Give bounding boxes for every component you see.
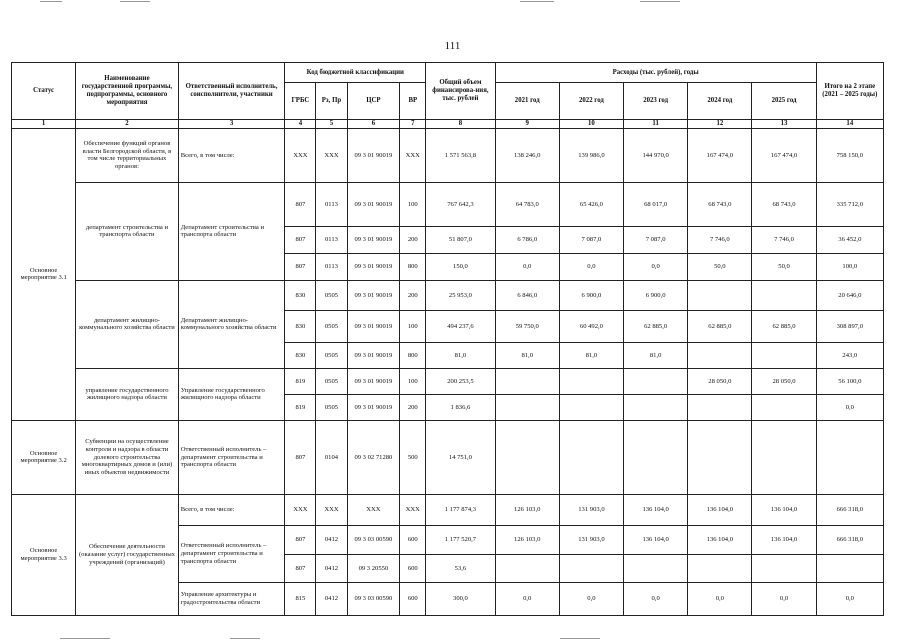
- grbs-cell: 807: [285, 182, 316, 226]
- rzpr-cell: 0505: [316, 310, 347, 342]
- column-number: 12: [688, 120, 752, 129]
- column-number: 10: [559, 120, 623, 129]
- itogo-cell: 0,0: [816, 394, 883, 420]
- year-2022-cell: 0,0: [559, 582, 623, 615]
- rzpr-cell: 0113: [316, 253, 347, 280]
- rzpr-cell: 0505: [316, 342, 347, 368]
- csr-cell: 09 3 02 71280: [347, 420, 400, 494]
- column-number: 11: [624, 120, 688, 129]
- grbs-cell: 830: [285, 342, 316, 368]
- year-2022-cell: 131 903,0: [559, 494, 623, 525]
- page-number: 111: [444, 40, 461, 52]
- year-2021-cell: [495, 394, 559, 420]
- grbs-cell: 807: [285, 420, 316, 494]
- header-name: Наименование государственной программы, подпрограммы, основного мероприятия: [76, 63, 179, 120]
- vr-cell: 100: [400, 182, 426, 226]
- status-cell: Основное мероприятие 3.1: [12, 128, 76, 420]
- csr-cell: 09 3 01 90019: [347, 310, 400, 342]
- year-2024-cell: 7 746,0: [688, 226, 752, 253]
- vr-cell: 200: [400, 394, 426, 420]
- vr-cell: 200: [400, 226, 426, 253]
- year-2022-cell: [559, 394, 623, 420]
- itogo-cell: 56 100,0: [816, 368, 883, 394]
- year-2025-cell: [752, 420, 816, 494]
- year-2023-cell: 136 104,0: [624, 525, 688, 554]
- scan-edge-mark: [230, 638, 260, 639]
- year-2024-cell: [688, 394, 752, 420]
- year-2023-cell: 144 970,0: [624, 128, 688, 182]
- csr-cell: 09 3 01 90019: [347, 280, 400, 310]
- scan-edge-mark: [520, 1, 554, 2]
- year-2021-cell: 0,0: [495, 253, 559, 280]
- grbs-cell: 830: [285, 310, 316, 342]
- name-cell: департамент строительства и транспорта области: [76, 182, 179, 280]
- year-2025-cell: 68 743,0: [752, 182, 816, 226]
- vr-cell: 600: [400, 525, 426, 554]
- csr-cell: 09 3 01 90019: [347, 128, 400, 182]
- grbs-cell: 807: [285, 525, 316, 554]
- header-year-2022: 2022 год: [559, 83, 623, 120]
- itogo-cell: [816, 420, 883, 494]
- vr-cell: 200: [400, 280, 426, 310]
- vr-cell: 100: [400, 368, 426, 394]
- column-number: 13: [752, 120, 816, 129]
- responsible-cell: Департамент жилищно-коммунального хозяйства области: [178, 280, 285, 368]
- vr-cell: 800: [400, 342, 426, 368]
- year-2021-cell: 64 783,0: [495, 182, 559, 226]
- csr-cell: XXX: [347, 494, 400, 525]
- rzpr-cell: 0505: [316, 394, 347, 420]
- header-csr: ЦСР: [347, 83, 400, 120]
- total-cell: 1 177 520,7: [426, 525, 495, 554]
- grbs-cell: XXX: [285, 128, 316, 182]
- year-2024-cell: 0,0: [688, 582, 752, 615]
- year-2025-cell: 167 474,0: [752, 128, 816, 182]
- year-2023-cell: 0,0: [624, 253, 688, 280]
- total-cell: 1 836,6: [426, 394, 495, 420]
- table-row: [12, 280, 884, 310]
- csr-cell: 09 3 01 90019: [347, 182, 400, 226]
- vr-cell: 800: [400, 253, 426, 280]
- total-cell: 150,0: [426, 253, 495, 280]
- year-2024-cell: 62 885,0: [688, 310, 752, 342]
- csr-cell: 09 3 01 90019: [347, 253, 400, 280]
- column-number: 1: [12, 120, 76, 129]
- year-2021-cell: 126 103,0: [495, 494, 559, 525]
- year-2022-cell: [559, 554, 623, 582]
- responsible-cell: Департамент строительства и транспорта области: [178, 182, 285, 280]
- itogo-cell: 666 318,0: [816, 525, 883, 554]
- responsible-cell: Управление государственного жилищного надзора области: [178, 368, 285, 420]
- total-cell: 1 571 563,8: [426, 128, 495, 182]
- scan-edge-mark: [120, 1, 150, 2]
- year-2022-cell: 65 426,0: [559, 182, 623, 226]
- year-2025-cell: 50,0: [752, 253, 816, 280]
- grbs-cell: 807: [285, 554, 316, 582]
- itogo-cell: [816, 554, 883, 582]
- itogo-cell: 308 897,0: [816, 310, 883, 342]
- year-2024-cell: 28 050,0: [688, 368, 752, 394]
- column-number: 3: [178, 120, 285, 129]
- total-cell: 51 807,0: [426, 226, 495, 253]
- total-cell: 1 177 874,3: [426, 494, 495, 525]
- year-2025-cell: 7 746,0: [752, 226, 816, 253]
- total-cell: 14 751,0: [426, 420, 495, 494]
- rzpr-cell: 0113: [316, 182, 347, 226]
- year-2022-cell: 0,0: [559, 253, 623, 280]
- column-number: 7: [400, 120, 426, 129]
- name-cell: Субвенции на осуществление контроля и надзора в области долевого строительства многоквартирных домов и (или) иных объектов недвижимости: [76, 420, 179, 494]
- csr-cell: 09 3 01 90019: [347, 342, 400, 368]
- year-2025-cell: [752, 342, 816, 368]
- status-cell: Основное мероприятие 3.3: [12, 494, 76, 615]
- total-cell: 767 642,3: [426, 182, 495, 226]
- itogo-cell: 335 712,0: [816, 182, 883, 226]
- year-2022-cell: 6 900,0: [559, 280, 623, 310]
- scan-edge-mark: [560, 638, 600, 639]
- total-cell: 300,0: [426, 582, 495, 615]
- status-cell: Основное мероприятие 3.2: [12, 420, 76, 494]
- name-cell: департамент жилищно-коммунального хозяйства области: [76, 280, 179, 368]
- vr-cell: XXX: [400, 128, 426, 182]
- year-2025-cell: 136 104,0: [752, 494, 816, 525]
- year-2021-cell: 138 246,0: [495, 128, 559, 182]
- year-2022-cell: 81,0: [559, 342, 623, 368]
- itogo-cell: 36 452,0: [816, 226, 883, 253]
- scan-edge-mark: [60, 638, 110, 639]
- scan-edge-mark: [40, 1, 62, 2]
- rzpr-cell: 0104: [316, 420, 347, 494]
- header-grbs: ГРБС: [285, 83, 316, 120]
- header-kbk: Код бюджетной классификации: [285, 63, 426, 83]
- year-2025-cell: [752, 554, 816, 582]
- itogo-cell: 758 150,0: [816, 128, 883, 182]
- year-2025-cell: 62 885,0: [752, 310, 816, 342]
- total-cell: 81,0: [426, 342, 495, 368]
- csr-cell: 09 3 03 00590: [347, 582, 400, 615]
- grbs-cell: XXX: [285, 494, 316, 525]
- column-number: 9: [495, 120, 559, 129]
- responsible-cell: Ответственный исполнитель – департамент строительства и транспорта области: [178, 420, 285, 494]
- total-cell: 200 253,5: [426, 368, 495, 394]
- year-2021-cell: 126 103,0: [495, 525, 559, 554]
- column-number: 4: [285, 120, 316, 129]
- vr-cell: 100: [400, 310, 426, 342]
- year-2022-cell: 60 492,0: [559, 310, 623, 342]
- year-2021-cell: 59 750,0: [495, 310, 559, 342]
- header-rzpr: Рз, Пр: [316, 83, 347, 120]
- header-year-2024: 2024 год: [688, 83, 752, 120]
- responsible-cell: Всего, в том числе:: [178, 128, 285, 182]
- itogo-cell: 100,0: [816, 253, 883, 280]
- year-2025-cell: [752, 280, 816, 310]
- year-2024-cell: 68 743,0: [688, 182, 752, 226]
- csr-cell: 09 3 01 90019: [347, 368, 400, 394]
- year-2023-cell: 0,0: [624, 582, 688, 615]
- responsible-cell: Управление архитектуры и градостроительства области: [178, 582, 285, 615]
- year-2023-cell: 7 087,0: [624, 226, 688, 253]
- name-cell: управление государственного жилищного надзора области: [76, 368, 179, 420]
- name-cell: Обеспечение функций органов власти Белгородской области, в том числе территориальных органов:: [76, 128, 179, 182]
- year-2021-cell: [495, 368, 559, 394]
- budget-table: [11, 62, 884, 616]
- year-2024-cell: 136 104,0: [688, 494, 752, 525]
- year-2022-cell: 7 087,0: [559, 226, 623, 253]
- year-2025-cell: 0,0: [752, 582, 816, 615]
- rzpr-cell: 0412: [316, 525, 347, 554]
- grbs-cell: 807: [285, 226, 316, 253]
- table-row: [12, 494, 884, 525]
- grbs-cell: 815: [285, 582, 316, 615]
- year-2023-cell: [624, 420, 688, 494]
- rzpr-cell: 0113: [316, 226, 347, 253]
- year-2022-cell: [559, 420, 623, 494]
- year-2021-cell: [495, 420, 559, 494]
- csr-cell: 09 3 20550: [347, 554, 400, 582]
- grbs-cell: 819: [285, 368, 316, 394]
- csr-cell: 09 3 01 90019: [347, 226, 400, 253]
- year-2021-cell: 81,0: [495, 342, 559, 368]
- year-2024-cell: 136 104,0: [688, 525, 752, 554]
- csr-cell: 09 3 03 00590: [347, 525, 400, 554]
- year-2023-cell: [624, 394, 688, 420]
- responsible-cell: Ответственный исполнитель – департамент строительства и транспорта области: [178, 525, 285, 582]
- grbs-cell: 807: [285, 253, 316, 280]
- header-year-2021: 2021 год: [495, 83, 559, 120]
- year-2024-cell: [688, 420, 752, 494]
- table-row: [12, 420, 884, 494]
- year-2024-cell: 50,0: [688, 253, 752, 280]
- rzpr-cell: 0412: [316, 582, 347, 615]
- year-2023-cell: 6 900,0: [624, 280, 688, 310]
- year-2023-cell: 68 017,0: [624, 182, 688, 226]
- itogo-cell: 0,0: [816, 582, 883, 615]
- year-2024-cell: [688, 554, 752, 582]
- itogo-cell: 243,0: [816, 342, 883, 368]
- year-2025-cell: [752, 394, 816, 420]
- header-responsible: Ответственный исполнитель, соисполнители, участники: [178, 63, 285, 120]
- table-row: [12, 368, 884, 394]
- header-year-2023: 2023 год: [624, 83, 688, 120]
- year-2023-cell: 136 104,0: [624, 494, 688, 525]
- header-status: Статус: [12, 63, 76, 120]
- column-number-row: [12, 120, 884, 129]
- table-row: [12, 128, 884, 182]
- header-year-2025: 2025 год: [752, 83, 816, 120]
- year-2022-cell: 131 903,0: [559, 525, 623, 554]
- year-2021-cell: [495, 554, 559, 582]
- vr-cell: XXX: [400, 494, 426, 525]
- year-2023-cell: [624, 368, 688, 394]
- vr-cell: 600: [400, 554, 426, 582]
- column-number: 14: [816, 120, 883, 129]
- year-2025-cell: 136 104,0: [752, 525, 816, 554]
- itogo-cell: 666 318,0: [816, 494, 883, 525]
- csr-cell: 09 3 01 90019: [347, 394, 400, 420]
- vr-cell: 600: [400, 582, 426, 615]
- year-2021-cell: 0,0: [495, 582, 559, 615]
- vr-cell: 500: [400, 420, 426, 494]
- rzpr-cell: 0412: [316, 554, 347, 582]
- header-vr: ВР: [400, 83, 426, 120]
- year-2024-cell: [688, 280, 752, 310]
- header-total: Общий объем финансирова-ния, тыс. рублей: [426, 63, 495, 120]
- column-number: 5: [316, 120, 347, 129]
- year-2025-cell: 28 050,0: [752, 368, 816, 394]
- rzpr-cell: XXX: [316, 494, 347, 525]
- header-expenses: Расходы (тыс. рублей), годы: [495, 63, 816, 83]
- column-number: 6: [347, 120, 400, 129]
- rzpr-cell: 0505: [316, 368, 347, 394]
- grbs-cell: 830: [285, 280, 316, 310]
- grbs-cell: 819: [285, 394, 316, 420]
- year-2021-cell: 6 846,0: [495, 280, 559, 310]
- year-2024-cell: [688, 342, 752, 368]
- responsible-cell: Всего, в том числе:: [178, 494, 285, 525]
- rzpr-cell: XXX: [316, 128, 347, 182]
- year-2023-cell: [624, 554, 688, 582]
- total-cell: 25 953,0: [426, 280, 495, 310]
- year-2023-cell: 81,0: [624, 342, 688, 368]
- header-itogo: Итого на 2 этапе (2021 – 2025 годы): [816, 63, 883, 120]
- total-cell: 53,6: [426, 554, 495, 582]
- year-2022-cell: [559, 368, 623, 394]
- year-2023-cell: 62 885,0: [624, 310, 688, 342]
- rzpr-cell: 0505: [316, 280, 347, 310]
- column-number: 8: [426, 120, 495, 129]
- column-number: 2: [76, 120, 179, 129]
- itogo-cell: 20 646,0: [816, 280, 883, 310]
- year-2021-cell: 6 786,0: [495, 226, 559, 253]
- year-2022-cell: 139 986,0: [559, 128, 623, 182]
- total-cell: 494 237,6: [426, 310, 495, 342]
- name-cell: Обеспечение деятельности (оказание услуг) государственных учреждений (организаций): [76, 494, 179, 615]
- table-row: [12, 182, 884, 226]
- year-2024-cell: 167 474,0: [688, 128, 752, 182]
- scan-edge-mark: [640, 1, 680, 2]
